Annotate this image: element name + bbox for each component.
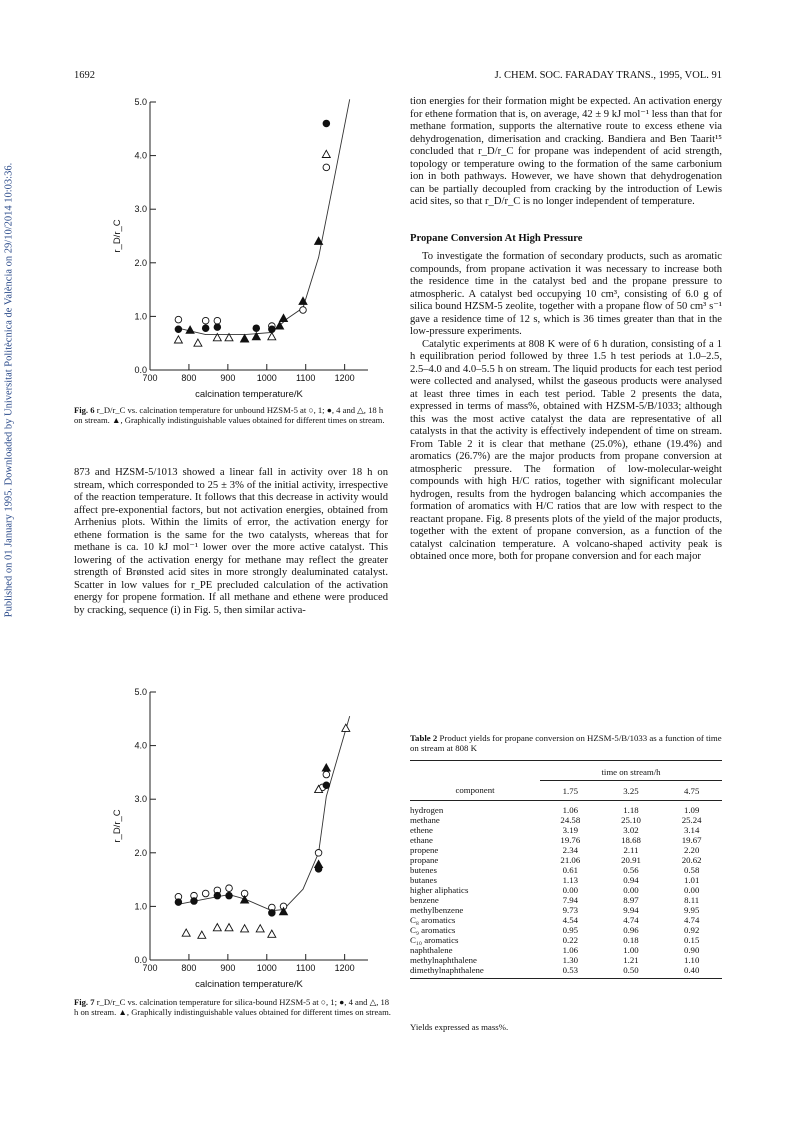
data-point-filled-circle [214, 892, 221, 899]
data-point-filled-triangle [315, 237, 323, 244]
table-cell-value: 1.06 [562, 945, 579, 955]
table-cell-component: ethene [410, 825, 433, 835]
figure-6-label: Fig. 6 [74, 405, 95, 415]
data-point-open-triangle [241, 925, 249, 932]
table-cell-value: 1.00 [623, 945, 639, 955]
table-row [410, 915, 722, 925]
data-point-filled-triangle [322, 764, 330, 771]
table-cell-value: 1.09 [683, 805, 700, 815]
y-tick-label: 5.0 [134, 687, 147, 697]
table-cell-value: 24.58 [560, 815, 581, 825]
data-point-filled-triangle [241, 335, 249, 342]
data-point-open-circle [175, 316, 182, 323]
data-point-filled-triangle [186, 326, 194, 333]
table-cell-value: 1.13 [562, 875, 579, 885]
table-cell-value: 0.53 [540, 965, 601, 979]
y-tick-label: 0.0 [134, 365, 147, 375]
table-cell-component: methane [410, 815, 440, 825]
data-point-open-circle [214, 317, 221, 324]
figure-7-caption-text: r_D/r_C vs. calcination temperature for silica-bound HZSM-5 at ○, 1; ●, 4 and △, 18 h on stream. ▲, Graphically indistinguishable values obtained for different times on stream. [74, 997, 391, 1017]
table-cell-value: 8.97 [623, 895, 639, 905]
table-cell-value: 4.74 [683, 915, 700, 925]
data-point-open-triangle [198, 931, 206, 938]
data-point-open-triangle [213, 924, 221, 931]
table-cell-value: 0.50 [601, 965, 662, 979]
table-row [410, 801, 722, 816]
data-point-filled-triangle [315, 860, 323, 867]
table-2-caption [410, 733, 722, 753]
table-cell-value: 0.92 [683, 925, 700, 935]
y-tick-label: 1.0 [134, 901, 147, 912]
data-point-open-circle [202, 317, 209, 324]
table-cell-value: 25.10 [621, 815, 641, 825]
figure-7-label: Fig. 7 [74, 997, 95, 1007]
section-heading: Propane Conversion At High Pressure [410, 232, 583, 244]
data-point-filled-circle [323, 120, 330, 127]
x-tick-label: 800 [181, 373, 197, 383]
data-point-filled-circle [202, 325, 209, 332]
table-col-header: 4.75 [661, 781, 722, 801]
table-body [410, 801, 722, 979]
table-col-header: 3.25 [601, 781, 662, 801]
table-row [410, 945, 722, 955]
table-cell-value: 1.10 [683, 955, 700, 965]
table-row [410, 925, 722, 935]
y-tick-label: 3.0 [134, 204, 147, 215]
table-cell-component: propane [410, 855, 439, 865]
table-cell-value: 0.90 [683, 945, 700, 955]
data-point-open-circle [323, 164, 330, 171]
table-cell-component: propene [410, 845, 439, 855]
table-group-header: time on stream/h [540, 767, 722, 781]
y-tick-label: 2.0 [134, 847, 147, 858]
table-cell-component: butanes [410, 875, 437, 885]
download-watermark [2, 100, 16, 680]
data-point-filled-circle [175, 899, 182, 906]
x-tick-label: 900 [220, 373, 236, 383]
x-axis-label: calcination temperature/K [195, 979, 303, 990]
table-row [410, 825, 722, 835]
data-point-open-triangle [225, 924, 233, 931]
table-cell-value: 1.01 [683, 875, 700, 885]
y-tick-label: 3.0 [134, 794, 147, 805]
table-cell-value: 3.02 [623, 825, 639, 835]
table-cell-value: 0.56 [623, 865, 639, 875]
table-cell-value: 3.19 [562, 825, 579, 835]
table-cell-component: naphthalene [410, 945, 453, 955]
table-cell-value: 1.06 [562, 805, 579, 815]
table-row [410, 955, 722, 965]
table-2 [410, 760, 722, 979]
table-row [410, 905, 722, 915]
table-cell-value: 4.54 [562, 915, 579, 925]
table-cell-value: 2.20 [683, 845, 700, 855]
table-cell-component: methylnaphthalene [410, 955, 477, 965]
data-point-open-triangle [322, 150, 330, 157]
table-2-caption-text: Product yields for propane conversion on HZSM-5/B/1033 as a function of time on stream at 808 K [410, 733, 722, 753]
x-axis-label: calcination temperature/K [195, 389, 303, 400]
table-cell-value: 9.94 [623, 905, 639, 915]
table-cell-value: 2.34 [562, 845, 579, 855]
table-row [410, 865, 722, 875]
x-tick-label: 1000 [256, 963, 277, 973]
table-cell-value: 19.76 [560, 835, 581, 845]
table-cell-value: 0.00 [562, 885, 579, 895]
x-tick-label: 700 [142, 373, 158, 383]
data-point-filled-circle [175, 326, 182, 333]
left-column-text [74, 467, 388, 617]
table-cell-component: C₈ aromatics [410, 915, 456, 925]
figure-7-caption [74, 997, 392, 1017]
table-cell-value: 0.15 [683, 935, 700, 945]
table-cell-component: dimethylnaphthalene [410, 965, 540, 979]
table-cell-value: 0.18 [623, 935, 639, 945]
page-number: 1692 [74, 70, 95, 81]
table-cell-value: 9.95 [683, 905, 700, 915]
y-axis-label: r_D/r_C [112, 809, 123, 843]
data-point-open-circle [315, 850, 322, 857]
left-paragraph-1: 873 and HZSM-5/1013 showed a linear fall in activity over 18 h on stream, which corresponded to 25 ± 3% of the initial activity, irrespective of the reaction temperature. It follows that this decrease in activity would affect pre-exponential factors, but not activation energies, obtained from Arrhenius plots. Within the limits of error, the activation energy for ethene formation is the same for the two catalysts, whereas that for methane is ca. 10 kJ mol⁻¹ lower over the more active catalyst. This lowering of the activation energy for methane may reflect the greater strength of Brønsted acid sites in more strongly dealuminated catalyst. Scatter in low values for r_PE precluded calculation of the activation energy for propene formation. If all methane and ethene were produced by cracking, sequence (i) in Fig. 5, then similar activa- [74, 467, 388, 616]
x-tick-label: 1200 [334, 373, 355, 383]
table-cell-component: methylbenzene [410, 905, 464, 915]
table-cell-value: 1.30 [562, 955, 579, 965]
y-tick-label: 0.0 [134, 955, 147, 965]
table-cell-value: 25.24 [681, 815, 702, 825]
x-tick-label: 900 [220, 963, 236, 973]
table-cell-value: 0.94 [623, 875, 639, 885]
x-tick-label: 700 [142, 963, 158, 973]
x-tick-label: 1100 [296, 963, 316, 973]
data-point-open-circle [323, 771, 330, 778]
table-cell-component: higher aliphatics [410, 885, 469, 895]
table-row [410, 965, 722, 979]
table-cell-component: ethane [410, 835, 433, 845]
x-tick-label: 1000 [256, 373, 277, 383]
table-2-label: Table 2 [410, 733, 438, 743]
table-cell-component: C₉ aromatics [410, 925, 456, 935]
figure-7-plot [98, 686, 388, 991]
table-row [410, 875, 722, 885]
data-point-filled-circle [214, 324, 221, 331]
table-group-header-row [410, 767, 722, 781]
table-cell-value: 2.11 [623, 845, 639, 855]
table-cell-value: 0.22 [562, 935, 579, 945]
table-cell-value: 0.96 [623, 925, 639, 935]
table-cell-value: 4.74 [623, 915, 639, 925]
x-tick-label: 1100 [296, 373, 316, 383]
table-cell-value: 3.14 [683, 825, 700, 835]
y-tick-label: 1.0 [134, 311, 147, 322]
table-cell-value: 18.68 [621, 835, 641, 845]
data-point-filled-triangle [241, 896, 249, 903]
figure-7-chart [98, 686, 388, 991]
table-cell-value: 0.61 [562, 865, 579, 875]
data-point-open-circle [226, 885, 233, 892]
table-row [410, 895, 722, 905]
data-point-filled-circle [323, 782, 330, 789]
right-paragraph-1: tion energies for their formation might be expected. An activation energy for ethene formation that is, on average, 42 ± 9 kJ mol⁻¹ less than that for methane formation, supports the alternative route to excess ethene via dehydrogenation, dimerisation and cracking. Bandiera and Ben Taarit¹⁵ concluded that r_D/r_C for propane was independent of acid strength, topology or temperature owing to the formation of the same carbonium ion in both pathways. However, we have shown that dehydrogenation can be partially decoupled from cracking by the introduction of Lewis acid sites, so that r_D/r_C is no longer independent of temperature. [410, 96, 723, 207]
data-point-open-triangle [268, 333, 276, 340]
data-point-filled-circle [191, 898, 198, 905]
table-cell-value: 0.58 [683, 865, 700, 875]
table-row [410, 845, 722, 855]
data-point-open-triangle [194, 339, 202, 346]
table-cell-value: 8.11 [684, 895, 700, 905]
table-cell-component: butenes [410, 865, 437, 875]
table-cell-value: 20.62 [681, 855, 702, 865]
data-point-filled-circle [253, 325, 260, 332]
data-point-open-circle [300, 307, 307, 314]
x-tick-label: 800 [181, 963, 197, 973]
data-point-filled-circle [269, 910, 276, 917]
data-point-open-triangle [182, 929, 190, 936]
table-cell-value: 7.94 [562, 895, 579, 905]
y-axis-label: r_D/r_C [112, 219, 123, 253]
figure-6-caption-text: r_D/r_C vs. calcination temperature for unbound HZSM-5 at ○, 1; ●, 4 and △, 18 h on stream. ▲, Graphically indistinguishable values obtained for different times on stream. [74, 405, 385, 425]
table-cell-component: hydrogen [410, 805, 444, 815]
table-cell-value: 9.73 [562, 905, 579, 915]
table-row [410, 855, 722, 865]
table-cell-value: 19.67 [681, 835, 702, 845]
table-row [410, 835, 722, 845]
table-cell-component: benzene [410, 895, 439, 905]
table-2-footnote: Yields expressed as mass%. [410, 1022, 509, 1032]
table-cell-value: 20.91 [621, 855, 641, 865]
data-point-open-triangle [342, 724, 350, 731]
data-point-open-triangle [268, 930, 276, 937]
table-col-header: 1.75 [540, 781, 601, 801]
fitted-curve [178, 716, 349, 911]
data-point-open-triangle [174, 336, 182, 343]
table-row [410, 885, 722, 895]
journal-header: J. CHEM. SOC. FARADAY TRANS., 1995, VOL. 91 [494, 70, 722, 81]
data-point-filled-triangle [280, 314, 288, 321]
y-tick-label: 4.0 [134, 150, 147, 161]
table-row [410, 935, 722, 945]
y-tick-label: 2.0 [134, 257, 147, 268]
table-row [410, 815, 722, 825]
table-cell-value: 0.95 [562, 925, 579, 935]
fitted-curve [178, 99, 349, 334]
table-cell-value: 1.21 [623, 955, 639, 965]
data-point-filled-circle [226, 892, 233, 899]
data-point-filled-circle [269, 326, 276, 333]
table-cell-value: 0.40 [661, 965, 722, 979]
table-cell-value: 1.18 [623, 805, 639, 815]
table-cell-value: 21.06 [560, 855, 581, 865]
figure-6-caption [74, 405, 392, 425]
y-tick-label: 4.0 [134, 740, 147, 751]
table-cell-value: 0.00 [683, 885, 700, 895]
table-cell-component: C₁₀ aromatics [410, 935, 459, 945]
x-tick-label: 1200 [334, 963, 355, 973]
table-col-component: component [410, 781, 540, 801]
table-cell-value: 0.00 [623, 885, 639, 895]
download-note: Published on 01 January 1995. Downloaded by Universitat Politècnica de València on 29/10/2014 10:03:36. [3, 162, 15, 618]
right-column-text [410, 96, 722, 564]
data-point-open-triangle [256, 925, 264, 932]
figure-6-chart [98, 96, 388, 401]
table-header-row [410, 781, 722, 801]
right-paragraph-3: Catalytic experiments at 808 K were of 6 h duration, consisting of a 1 h equilibration period followed by three 1.5 h test periods at 1.0–2.5, 2.5–4.0 and 4.0–5.5 h on stream. The liquid products for each test period were collected and analysed, whilst the gaseous products were analysed at least three times in each test period. Table 2 presents the data, expressed in terms of mass%, obtained with HZSM-5/B/1033; although this was the most active catalyst the data are representative of all catalysts in that the activity is effectively independent of time on stream. From Table 2 it is clear that methane (25.0%), ethane (19.4%) and aromatics (26.7%) are the major products from propane conversion at atmospheric pressure. The formation of low-molecular-weight compounds with high H/C ratios, together with significant molecular hydrogen, results from the hydrogen balancing which accompanies the formation of aromatics with H/C ratios that are low with respect to the reactant propane. Fig. 8 presents plots of the yield of the major products, together with the extent of propane conversion, as a function of the catalyst calcination temperature. A volcano-shaped activity peak is obtained once more, both for propane conversion and for each major [410, 338, 722, 562]
y-tick-label: 5.0 [134, 97, 147, 107]
data-point-open-circle [202, 890, 209, 897]
figure-6-plot [98, 96, 388, 401]
right-paragraph-2: To investigate the formation of secondary products, such as aromatic compounds, from propane activation it was necessary to increase both the residence time in the catalyst bed and the propane pressure to atmospheric. A catalyst bed occupying 10 cm³, consisting of 6.0 g of silica bound HZSM-5 zeolite, together with a propane flow of 50 cm³ s⁻¹ gave a residence time of 12 s, which is 36 times greater than that in the low-pressure experiments. [410, 251, 722, 337]
